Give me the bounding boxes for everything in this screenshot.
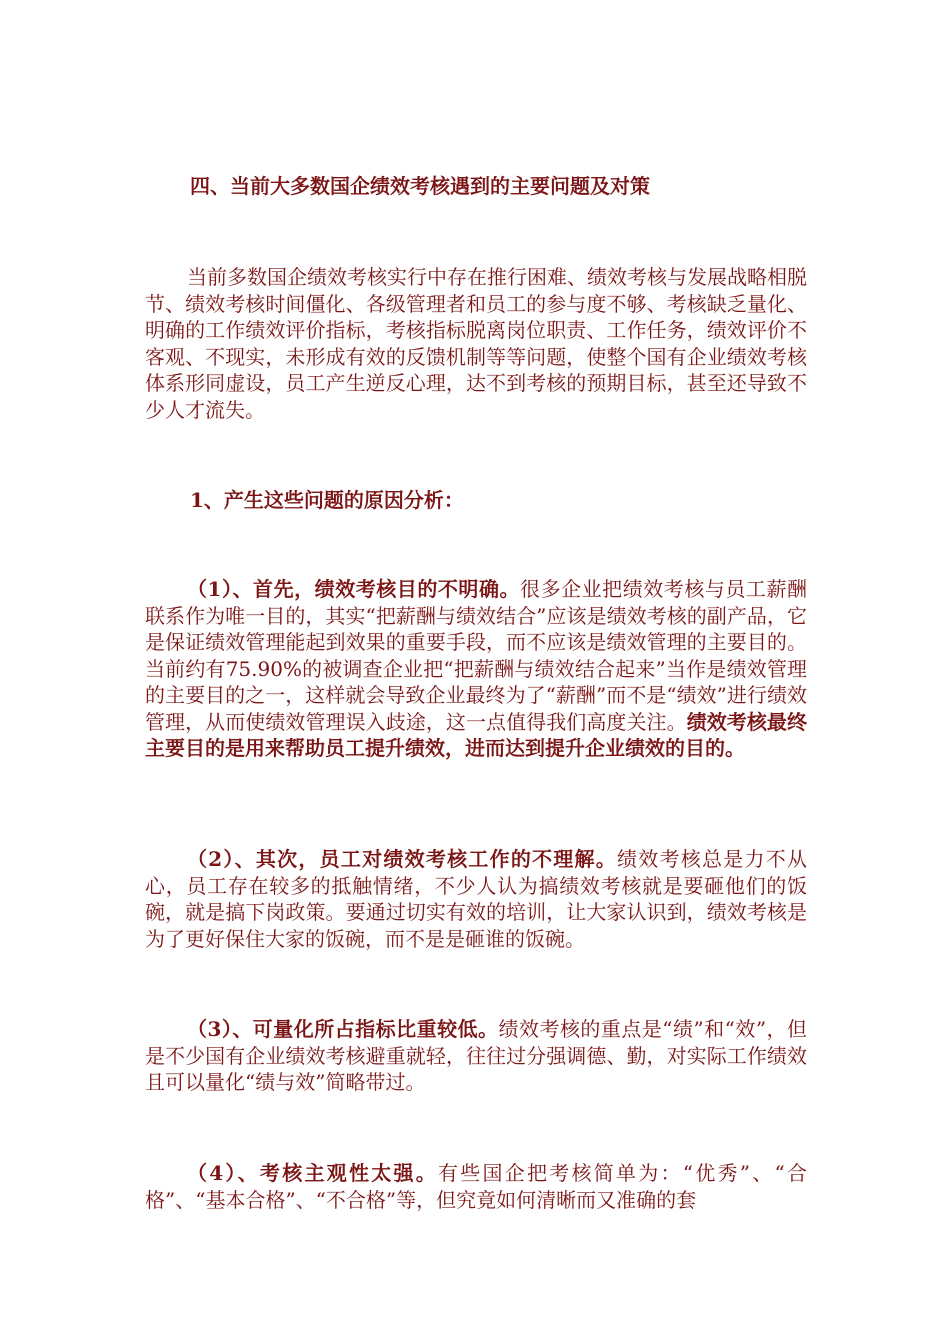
point-1-conclusion: 绩效考核最终主要目的是用来帮助员工提升绩效，进而达到提升企业绩效的目的。 [145,709,807,760]
intro-paragraph: 当前多数国企绩效考核实行中存在推行困难、绩效考核与发展战略相脱节、绩效考核时间僵化、各级管理者和员工的参与度不够、考核缺乏量化、明确的工作绩效评价指标，考核指标脱离岗位职责、工作任务，绩效评价不客观、不现实，未形成有效的反馈机制等等问题，使整个国有企业绩效考核体系形同虚设，员工产生逆反心理，达不到考核的预期目标，甚至还导致不少人才流失。 [145,265,807,422]
point-1-paragraph [145,576,807,762]
subheading-cause-analysis: 1、产生这些问题的原因分析： [190,488,464,512]
point-4-body: 有些国企把考核简单为：“优秀”、“合格”、“基本合格”、“不合格”等，但究竟如何清晰而又准确的套 [145,1161,807,1212]
point-1-body: 很多企业把绩效考核与员工薪酬联系作为唯一目的，其实“把薪酬与绩效结合”应该是绩效考核的副产品，它是保证绩效管理能起到效果的重要手段，而不应该是绩效管理的主要目的。当前约有75.90%的被调查企业把“把薪酬与绩效结合起来”当作是绩效管理的主要目的之一，这样就会导致企业最终为了“薪酬”而不是“绩效”进行绩效管理，从而使绩效管理误入歧途，这一点值得我们高度关注。 [145,577,807,734]
point-4-paragraph [145,1160,807,1213]
point-2-lead: （2）、其次，员工对绩效考核工作的不理解。 [187,847,618,871]
point-4-lead: （4）、考核主观性太强。 [187,1161,438,1185]
point-2-body: 绩效考核总是力不从心，员工存在较多的抵触情绪，不少人认为搞绩效考核就是要砸他们的饭碗，就是搞下岗政策。要通过切实有效的培训，让大家认识到，绩效考核是为了更好保住大家的饭碗，而不是是砸谁的饭碗。 [145,847,807,951]
point-3-lead: （3）、可量化所占指标比重较低。 [187,1017,499,1041]
section-title: 四、当前大多数国企绩效考核遇到的主要问题及对策 [190,174,650,198]
point-3-body: 绩效考核的重点是“绩”和“效”，但是不少国有企业绩效考核避重就轻，往往过分强调德、勤，对实际工作绩效且可以量化“绩与效”简略带过。 [145,1017,807,1094]
point-2-paragraph [145,846,807,952]
point-1-lead: （1）、首先，绩效考核目的不明确。 [187,577,521,601]
point-3-paragraph [145,1016,807,1096]
